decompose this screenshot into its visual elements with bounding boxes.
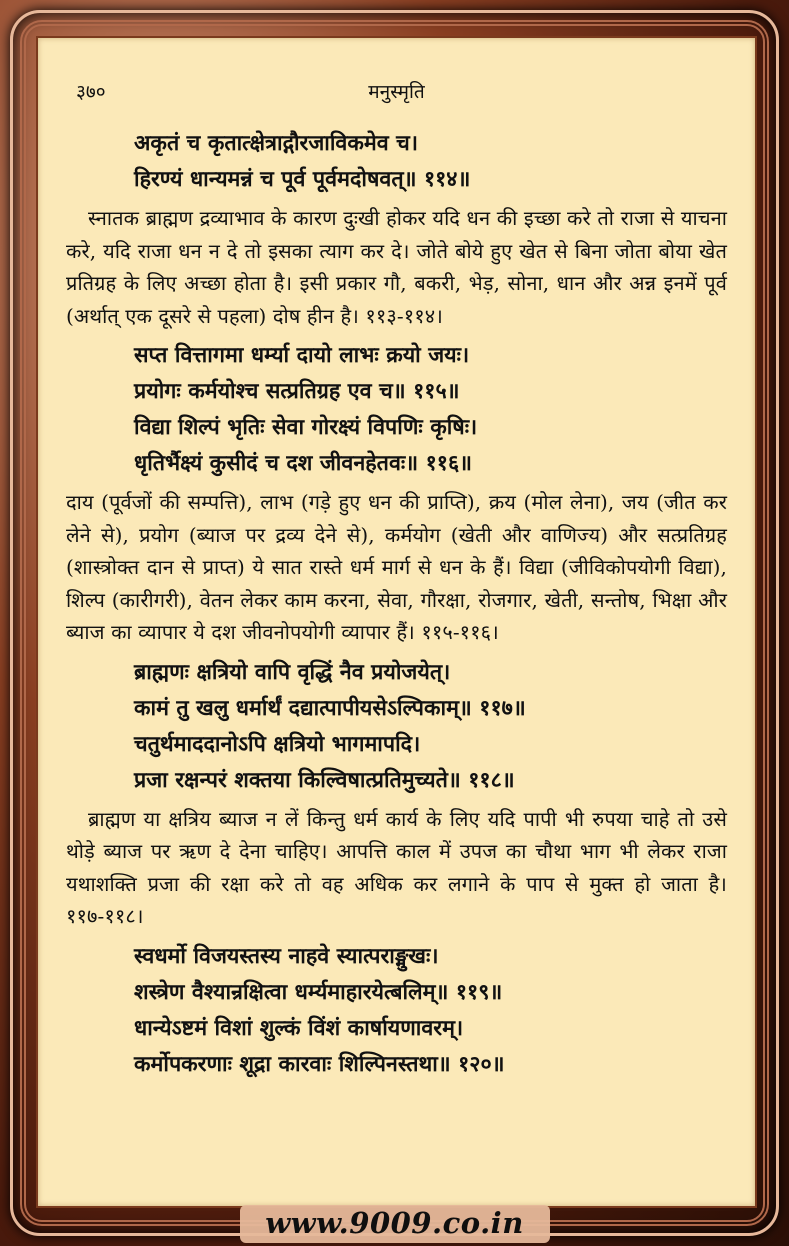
shloka-line: विद्या शिल्पं भृतिः सेवा गोरक्ष्यं विपणिः कृषिः। (134, 415, 478, 440)
book-page (36, 36, 757, 1208)
shloka-line: चतुर्थमाददानोऽपि क्षत्रियो भागमापदि। (134, 731, 421, 757)
shloka-line: शस्त्रेण वैश्यान्रक्षित्वा धर्म्यमाहारयेत्बलिम्॥ ११९॥ (134, 979, 503, 1005)
shloka-line: कामं तु खलु धर्मार्थं दद्यात्पापीयसेऽल्पिकाम्॥ ११७॥ (134, 695, 526, 721)
page-header (76, 78, 717, 106)
commentary-117-118: ब्राह्मण या क्षत्रिय ब्याज न लें किन्तु धर्म कार्य के लिए यदि पापी भी रुपया चाहे तो उसे थोड़े ब्याज पर ऋण दे देना चाहिए। आपत्ति काल में उपज का चौथा भाग भी लेकर राजा यथाशक्ति प्रजा की रक्षा करे तो वह अधिक कर लगाने के पाप से मुक्त हो जाता है। ११७-११८। (66, 806, 727, 928)
shloka-line: स्वधर्मो विजयस्तस्य नाहवे स्यात्पराङ्मुखः। (134, 943, 439, 969)
page-number: ३७० (76, 81, 106, 103)
shloka-114 (66, 126, 727, 198)
page-body (66, 126, 727, 1083)
shloka-line: धान्येऽष्टमं विशां शुल्कं विंशं कार्षायणावरम्। (134, 1015, 464, 1041)
shloka-119-120 (66, 939, 727, 1083)
shloka-line: प्रयोगः कर्मयोश्च सत्प्रतिग्रह एव च॥ ११५॥ (134, 379, 460, 404)
shloka-line: अकृतं च कृतात्क्षेत्राद्गौरजाविकमेव च। (134, 131, 418, 156)
shloka-line: ब्राह्मणः क्षत्रियो वापि वृद्धिं नैव प्रयोजयेत्। (134, 659, 451, 685)
commentary-115-116: दाय (पूर्वजों की सम्पत्ति), लाभ (गड़े हुए धन की प्राप्ति), क्रय (मोल लेना), जय (जीत कर लेने से), प्रयोग (ब्याज पर द्रव्य देने से), कर्मयोग (खेती और वाणिज्य) और सत्प्रतिग्रह (शास्त्रोक्त दान से प्राप्त) ये सात रास्ते धर्म मार्ग से धन के हैं। विद्या (जीविकोपयोगी विद्या), शिल्प (कारीगरी), वेतन लेकर काम करना, सेवा, गौरक्षा, रोजगार, खेती, सन्तोष, भिक्षा और ब्याज का व्यापार ये दश जीवनोपयोगी व्यापार हैं। ११५-११६। (66, 490, 727, 644)
website-watermark[interactable]: www.9009.co.in (265, 1206, 524, 1240)
shloka-117-118 (66, 655, 727, 799)
shloka-line: सप्त वित्तागमा धर्म्या दायो लाभः क्रयो जयः। (134, 343, 470, 368)
running-title: मनुस्मृति (368, 81, 425, 103)
shloka-line: हिरण्यं धान्यमन्नं च पूर्व पूर्वमदोषवत्॥ ११४॥ (134, 167, 471, 192)
shloka-line: धृतिर्भैक्ष्यं कुसीदं च दश जीवनहेतवः॥ ११६॥ (134, 451, 473, 476)
shloka-line: कर्मोपकरणाः शूद्रा कारवाः शिल्पिनस्तथा॥ १२०॥ (134, 1051, 505, 1077)
commentary-113-114: स्नातक ब्राह्मण द्रव्याभाव के कारण दुःखी होकर यदि धन की इच्छा करे तो राजा से याचना करे, यदि राजा धन न दे तो इसका त्याग कर दे। जोते बोये हुए खेत से बिना जोता बोया खेत प्रतिग्रह के लिए अच्छा होता है। इसी प्रकार गौ, बकरी, भेड़, सोना, धान और अन्न इनमें पूर्व (अर्थात् एक दूसरे से पहला) दोष हीन है। ११३-११४। (66, 206, 727, 328)
shloka-115-116 (66, 338, 727, 482)
shloka-line: प्रजा रक्षन्परं शक्तया किल्विषात्प्रतिमुच्यते॥ ११८॥ (134, 767, 515, 793)
